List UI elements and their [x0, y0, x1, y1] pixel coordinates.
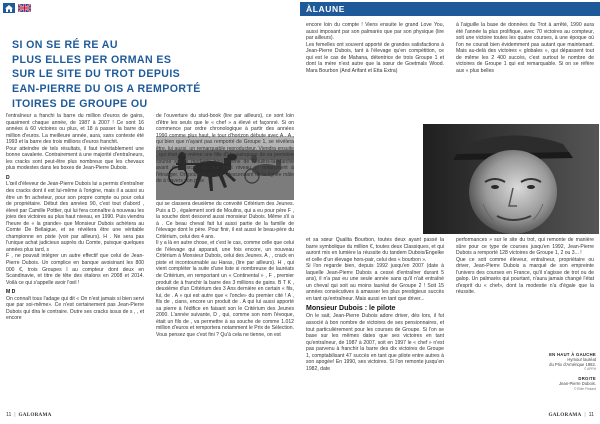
left-column-2b: [156, 201, 294, 410]
caption-key: DROITE: [578, 376, 596, 382]
paragraph: On le sait, Jean-Pierre Dubois adore driver, dès lors, il fut associé à bon nombre de victoires de ses pensionnaires, et tout particulièrement pour les courses de Groupe. Si l'on se base sur les mêmes dates que ses victoires en tant qu'entraîneur, de 1987 à 2007, soit en 1997 le « chef » n'est pas parvenu à franchir la barre des dix victoires de Groupe 1, comptabilisant 47 succès en tant que pilote entre autres à son apogée! En 1990, ses victoires. Si l'on remonte jusqu'en 1982, date: [306, 313, 444, 372]
headline-line: SUR LE SITE DU TROT DEPUIS: [12, 68, 181, 81]
subhead-pilot: Monsieur Dubois : le pilote: [306, 305, 396, 313]
left-column-2: [156, 113, 294, 185]
paragraph: performances » sur le site du trot, qui remonte de manière sûre pour ce type de courses jusqu'en 1992, Jean-Pierre Dubois a remporté 128 victoires de Groupe 1, 2 ou 3... !: [456, 237, 594, 257]
caption-text: Jean-Pierre Dubois.: [558, 381, 596, 387]
footer-left: 11 | GALORAMA: [6, 412, 52, 418]
footer-right: GALORAMA | 11: [548, 412, 594, 418]
headline-line: ITOIRES DE GROUPE OU: [12, 97, 148, 110]
paragraph: L'œil d'éleveur de Jean-Pierre Dubois lui a permis d'entraîner des cracks dont il est lui-même à l'origine, mais il a aussi su être un fin acheteur, pour son propre compte ou pour celui de propriétaire. Début des années 90, c'est tout d'abord , élevé par Camille Pottier, qui lui fera connaître à nouveau les joies des victoires au plus haut niveau, en 1990. Puis viendra l'heure de « la grande» que Monsieur Dubois achètera au Comte De Bellaigue, et se révélera être une véritable championne en piste (voir par ailleurs). H . Ne sera pas l'unique achat judicieux auprès du Comte, puisque quelques années plus tard, s: [6, 181, 144, 253]
subhead: M D: [6, 289, 16, 296]
paragraph: qui se classera deuxième du convoité Critérium des Jeunes. Puis a D , également sorti de Moulins, qui a eu pour père F , la souche dont descend aussi monsieur Dubois. Même s'il a à . Ce beau cheval fait lui aussi partie de la famille de l'élevage dont le père. Pour finir, il est aussi le beau-père du Critérium, celui des 4 ans.: [156, 201, 294, 240]
paragraph: Si l'on regarde bien, depuis 1992 jusqu'en 2007 (date à laquelle Jean-Pierre Dubois a cessé d'entraîner durant 5 ans), il n'a pas eu une seule année sans qu'il n'ait entraîné un cheval qui soit au moins lauréat de Groupe 2 ! Soit 15 années consécutives à amasser les plus prestigieux succès en tant qu'entraîneur. Mais aussi en tant que driver...: [306, 263, 444, 302]
page-number: 11: [588, 412, 594, 418]
right-page: [300, 0, 600, 424]
paragraph: de l'ouverture du stud-book (lire par ailleurs), ce sont loin d'être les seuls que le « chef » a élevé et façonné. Si on commence par ordre chronologique à partir des années 1990 comme plus haut, le tour d'horizon débute avec A . A , qui bien que n'ayant pas remporté de Groupe 1, se révélera être, lui aussi, un remarquable reproducteur. Viendra ensuite , qui était elle-même une fille d'H , vainqueur de sa première course sur le modeste hippodrome de Moulins-la-Marche avant de vaincre au plus haut niveau et notamment à l'étranger. On poursuit avec s , descendant de la lignée mâle de à travers son père: [156, 113, 294, 185]
section-bar: [300, 2, 600, 16]
paragraph: On connaît tous l'adage qui dit « On n'est jamais si bien servi que par soi-même». Ce n'est certainement pas Jean-Pierre Dubois qui dira le contraire. Outre ses cracks issus de s , , et encore: [6, 295, 144, 322]
home-icon[interactable]: [3, 3, 15, 13]
paragraph: encore loin du compte ! Viens ensuite le grand Love You, aussi imposant par son palmarès que par son physique (lire par ailleurs).: [306, 22, 444, 42]
left-column-1: [6, 113, 144, 410]
photo-captions: [528, 352, 596, 392]
paragraph: à l'aiguille la base de données du Trot à arrêté, 1990 aura été l'année la plus prolifique, avec 70 victoires au compteur, soit une victoire toutes les quatre courses, à une époque où l'on ne courait bien évidemment pas autant que maintenant. Mais au-delà des victoires « globales », qui dépassent tout de même les 2 400 succès, c'est surtout le nombre de victoires de Groupe 1 qui est remarquable. Si on se réfère aux « plus belles: [456, 22, 594, 74]
right-column-2: [456, 22, 594, 122]
paragraph: l'entraîneur a franchi la barre du million d'euros de gains, quasiment chaque année, de 1987 à 2007 ! Ce sont 16 années à 60 victoires ou plus, et 18 à passer la barre du million d'euros. La meilleure année, aura, sans conteste été 1993 et la barre des trois millions d'euros franchit.: [6, 113, 144, 146]
caption-text: Hymour lauréat: [567, 357, 596, 363]
paragraph: Pour atteindre de tels résultats, il faut inévitablement une bonne cavalerie. Contrairement à une majorité d'entraîneurs, les cracks sont peut-être plus nombreux que les chevaux plus modestes dans les boxes de Jean-Pierre Dubois.: [6, 145, 144, 172]
paragraph: et sa sœur Qualita Bourbon, toutes deux ayant passé la barre symbolique du million €, toutes deux Classiques, et qui auront mis en lumière la réussite du tandem Dubois/Engelke et celle d'un élevage hors-pair, celui des « bourbon ».: [306, 237, 444, 263]
caption-credit: © Ellen Pinkard: [573, 386, 596, 391]
headline-line: EAN-PIERRE DU OIS A REMPORTÉ: [12, 83, 201, 96]
headline-line: SI ON SE RÉ RE AU: [12, 39, 118, 51]
headline: [12, 38, 282, 112]
magazine-brand: GALORAMA: [18, 412, 52, 418]
paragraph: F , ne pouvait intégrer un autre effectif que celui de Jean-Pierre Dubois. Un complice en banque avoisinant les 800 000 €, trois Groupes I au compteur dont deux en Scandinavie, et titre de tête des étalons en 2008 et 2014. Voilà ce qui s'appelle avoir l'œil !: [6, 253, 144, 286]
page-number: 11: [6, 412, 12, 418]
section-title: ÀLAUNE: [306, 4, 346, 14]
subhead: D: [6, 174, 10, 181]
paragraph: Que ce soit comme éleveur, entraîneur, propriétaire ou driver, Jean-Pierre Dubois a marqué de son empreinte l'univers des courses en France, qu'il s'agisse de trot ou de galop. Un palmarès qui pourtant, n'aura jamais changé l'état d'esprit du « chef», dont la modestie n'a d'égale que la réussite.: [456, 256, 594, 296]
uk-flag-icon[interactable]: [18, 4, 31, 12]
portrait-photo: [423, 124, 599, 234]
magazine-brand: GALORAMA: [548, 412, 582, 418]
right-column-2-lower: [456, 237, 594, 325]
caption-key: EN HAUT À GAUCHE: [549, 352, 596, 357]
top-nav-bar: [0, 0, 300, 14]
right-column-1-lower: [306, 237, 444, 410]
caption-credit: © APRH: [584, 367, 596, 372]
headline-line: PLUS ELLES PER ORMAN ES: [12, 53, 172, 66]
right-column-1: [306, 22, 444, 124]
paragraph: Il y a là en autre chose, et c'est le cas, comme celle que celui de l'élevage qui apparait, une fois encore, un nouveau Critérium à Monsieur Dubois, celui des Jeunes. A , , crack en piste et incontournable au Haras, (lire par ailleurs). H , qui vient compléter la suite d'une liste si nombreuse de lauréats de Critérium, en remportant un « Continental » , F , premier produit de à franchir la barre des 3 millions de gains. B T K , deuxième d'un Critérium des 3 Ans dernière en certain « fils, lui, de . A » qui est autre que « l'oncle» du premier cité ! A , fils de , cians, encore un produit de . A qui lui aussi apporté sa pierre à l'édifice en faisant son le Critérium des Jeunes 2000. L'année suivante, D , qui, comme son nom l'évoque, était un fils de , va permettre à sa souche de comme 1.012 million d'euros et remportera notamment le Prix de Sélection. Vous pensez que c'est fini ? Qu'à cela ne tienne, on est: [156, 240, 295, 338]
paragraph: Les femelles ont souvent apporté de grandes satisfactions à Jean-Pierre Dubois, tant à l'élevage qu'en compétition, ce qui est le cas de Mahana, détentrice de trois Groupe 1 et dont la mère n'est autre que la sœur de Goetmals Wood. Mara Bourbon (And Arifant et Etta Extra): [306, 41, 444, 74]
caption-text: du Prix d'Amérique 1982.: [549, 362, 596, 368]
